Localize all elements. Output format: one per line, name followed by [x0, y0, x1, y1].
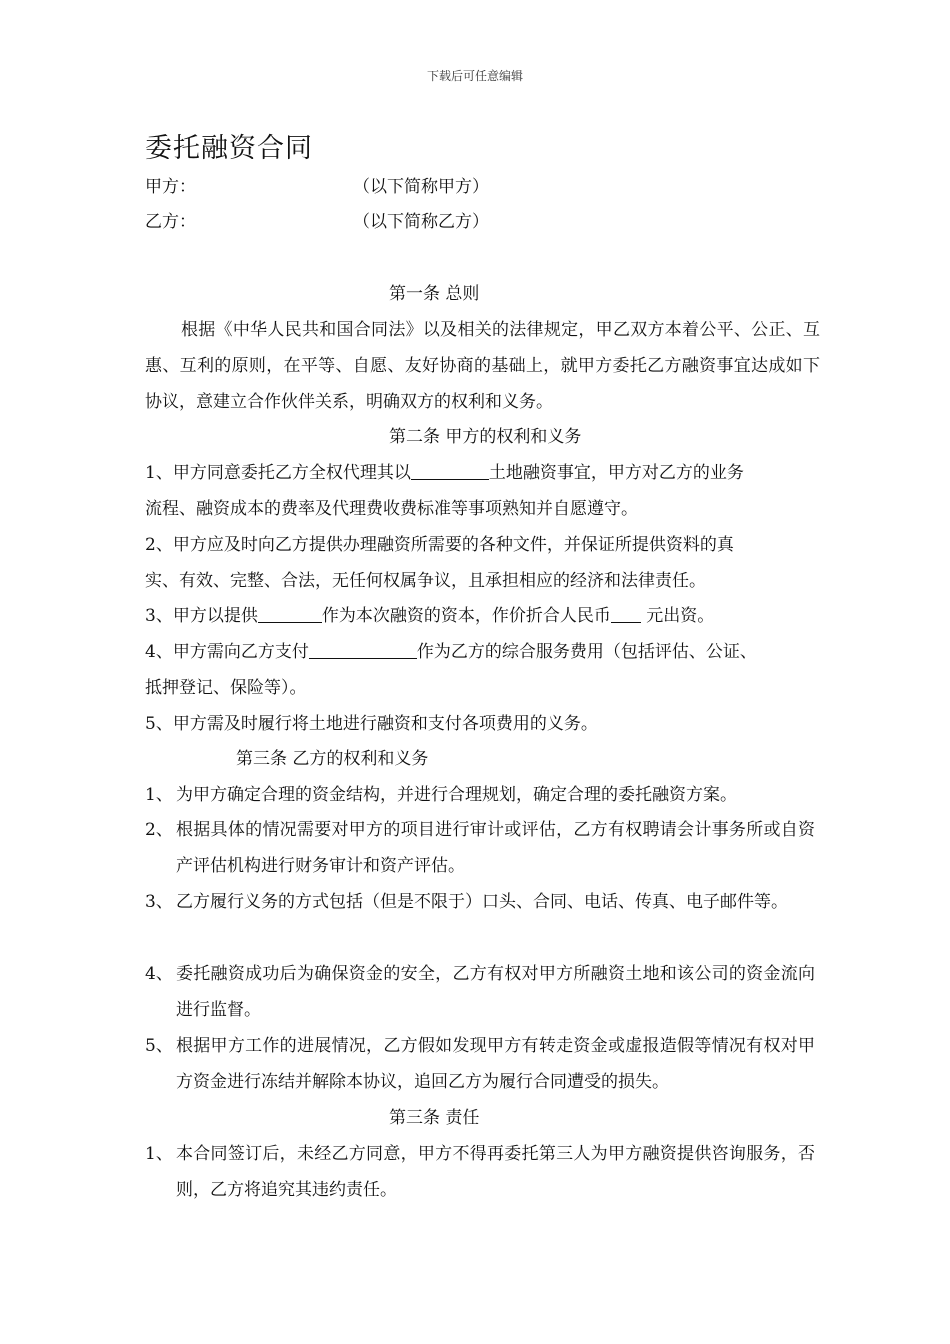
article-2-item-4-cont: 抵押登记、保险等）。 [145, 678, 307, 698]
article-2-item-2-cont: 实、有效、完整、合法，无任何权属争议，且承担相应的经济和法律责任。 [145, 571, 706, 591]
item-number: 3、 [145, 892, 173, 912]
blank-field [258, 604, 322, 623]
item-number: 1、 [145, 785, 173, 805]
item-number: 2、 [145, 820, 173, 840]
article-3-item [145, 956, 815, 1028]
article-2-item-1 [145, 461, 744, 485]
item-4-text-b: 作为乙方的综合服务费用（包括评估、公证、 [416, 642, 757, 662]
item-1-text-a: 1、甲方同意委托乙方全权代理其以 [145, 463, 411, 483]
party-b-label: 乙方： [145, 212, 196, 232]
article-2-item-2: 2、甲方应及时向乙方提供办理融资所需要的各种文件，并保证所提供资料的真 [145, 535, 734, 555]
item-number: 4、 [145, 964, 173, 984]
item-3-text-a: 3、甲方以提供 [145, 606, 258, 626]
item-text: 为甲方确定合理的资金结构，并进行合理规划，确定合理的委托融资方案。 [176, 785, 737, 805]
item-text: 本合同签订后，未经乙方同意，甲方不得再委托第三人为甲方融资提供咨询服务，否则，乙方将追究其违约责任。 [176, 1144, 815, 1200]
article-3-item [145, 777, 815, 813]
article-1-body: 根据《中华人民共和国合同法》以及相关的法律规定，甲乙双方本着公平、公正、互惠、互利的原则，在平等、自愿、友好协商的基础上，就甲方委托乙方融资事宜达成如下协议，意建立合作伙伴关系，明确双方的权利和义务。 [145, 320, 820, 412]
party-a-line [145, 175, 489, 199]
article-2-item-3 [145, 604, 714, 628]
party-b-line [145, 210, 489, 234]
article-3-item [145, 1028, 815, 1100]
blank-field [309, 640, 417, 659]
party-b-note: （以下简称乙方） [353, 212, 489, 232]
article-4-item [145, 1136, 815, 1208]
article-2-item-1-cont: 流程、融资成本的费率及代理费收费标准等事项熟知并自愿遵守。 [145, 499, 638, 519]
blank-field [411, 461, 489, 480]
article-2-heading: 第二条 甲方的权利和义务 [389, 427, 582, 447]
article-2-item-4 [145, 640, 757, 664]
blank-field [611, 604, 641, 623]
item-text: 乙方履行义务的方式包括（但是不限于）口头、合同、电话、传真、电子邮件等。 [176, 892, 788, 912]
item-number: 5、 [145, 1036, 173, 1056]
item-number: 1、 [145, 1144, 173, 1164]
article-3-item [145, 884, 815, 920]
document-title: 委托融资合同 [145, 133, 313, 164]
header-note: 下载后可任意编辑 [426, 69, 523, 83]
article-1-heading: 第一条 总则 [389, 284, 480, 304]
article-2-item-5: 5、甲方需及时履行将土地进行融资和支付各项费用的义务。 [145, 714, 598, 734]
item-text: 根据具体的情况需要对甲方的项目进行审计或评估，乙方有权聘请会计事务所或自资产评估机构进行财务审计和资产评估。 [176, 820, 815, 876]
article-3-heading: 第三条 乙方的权利和义务 [236, 749, 429, 769]
item-1-text-b: 土地融资事宜，甲方对乙方的业务 [488, 463, 744, 483]
item-3-text-b: 作为本次融资的资本，作价折合人民币 [321, 606, 611, 626]
item-4-text-a: 4、甲方需向乙方支付 [145, 642, 309, 662]
article-3-item [145, 812, 815, 884]
item-text: 根据甲方工作的进展情况，乙方假如发现甲方有转走资金或虚报造假等情况有权对甲方资金进行冻结并解除本协议，追回乙方为履行合同遭受的损失。 [176, 1036, 815, 1092]
article-4-heading: 第三条 责任 [389, 1108, 480, 1128]
party-a-note: （以下简称甲方） [353, 177, 489, 197]
item-text: 委托融资成功后为确保资金的安全，乙方有权对甲方所融资土地和该公司的资金流向进行监督。 [176, 964, 815, 1020]
item-3-text-c: 元出资。 [640, 606, 715, 626]
party-a-label: 甲方： [145, 177, 196, 197]
